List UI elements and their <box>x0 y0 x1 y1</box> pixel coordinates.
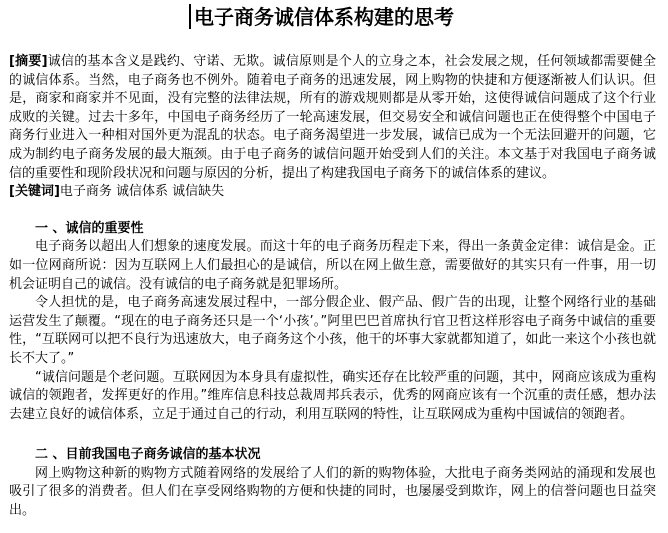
paragraph: “诚信问题是个老问题。互联网因为本身具有虚拟性，确实还存在比较严重的问题，其中，网商应该成为重构诚信的领跑者，发挥更好的作用。”维库信息科技总裁周邦兵表示，优秀的网商应该有一个沉重的责任感，想办法去建立良好的诚信体系，立足于通过自己的行动，利用互联网的特性，让互联网成为重构中国诚信的领跑者。 <box>9 369 656 422</box>
keywords-line <box>9 183 656 202</box>
text-cursor <box>189 4 191 29</box>
spacer <box>9 202 656 220</box>
spacer <box>9 424 656 446</box>
abstract-label: [摘要] <box>9 54 48 69</box>
section-heading-1: 一 、诚信的重要性 <box>35 220 144 236</box>
paragraph: 令人担忧的是，电子商务高速发展过程中，一部分假企业、假产品、假广告的出现，让整个网络行业的基础运营发生了颠覆。“现在的电子商务还只是一个‘小孩’。”阿里巴巴首席执行官卫哲这样形容电子商务中诚信的重要性，“互联网可以把不良行为迅速放大，电子商务这个小孩，他干的坏事大家就都知道了，如此一来这个小孩也就长不大了。” <box>9 295 656 366</box>
paragraph: 电子商务以超出人们想象的速度发展。而这十年的电子商务历程走下来，得出一条黄金定律：诚信是金。正如一位网商所说：因为互联网上人们最担心的是诚信，所以在网上做生意，需要做好的其实只有一件事，用一切机会证明自己的诚信。没有诚信的电子商务就是犯罪场所。 <box>9 239 656 292</box>
abstract-text: 诚信的基本含义是践约、守诺、无欺。诚信原则是个人的立身之本，社会发展之规，任何领域都需要健全的诚信体系。当然，电子商务也不例外。随着电子商务的迅速发展，网上购物的快捷和方便逐渐被人们认识。但是，商家和商家并不见面，没有完整的法律法规，所有的游戏规则都是从零开始，这使得诚信问题成了这个行业成败的关键。过去十多年，中国电子商务经历了一轮高速发展，但交易安全和诚信问题也正在使得整个中国电子商务行业进入一种相对国外更为混乱的状态。电子商务渴望进一步发展，诚信已成为一个无法回避开的问题，它成为制约电子商务发展的最大瓶颈。由于电子商务的诚信问题开始受到人们的关注。本文基于对我国电子商务诚信的重要性和现阶段状况和问题与原因的分析，提出了构建我国电子商务下的诚信体系的建议。 <box>9 54 656 181</box>
document-title: 电子商务诚信体系构建的思考 <box>194 5 454 29</box>
document-body <box>9 53 656 521</box>
section-heading-2: 二 、目前我国电子商务诚信的基本状况 <box>35 447 261 463</box>
keywords-text: 电子商务 诚信体系 诚信缺失 <box>59 184 225 200</box>
abstract-paragraph <box>9 53 656 183</box>
paragraph: 网上购物这种新的购物方式随着网络的发展给了人们的新的购物体验，大批电子商务类网站的涌现和发展也吸引了很多的消费者。但人们在享受网络购物的方便和快捷的同时，也屡屡受到欺诈，网上的信誉问题也日益突出。 <box>9 465 656 519</box>
keywords-label: [关键词] <box>9 184 60 200</box>
